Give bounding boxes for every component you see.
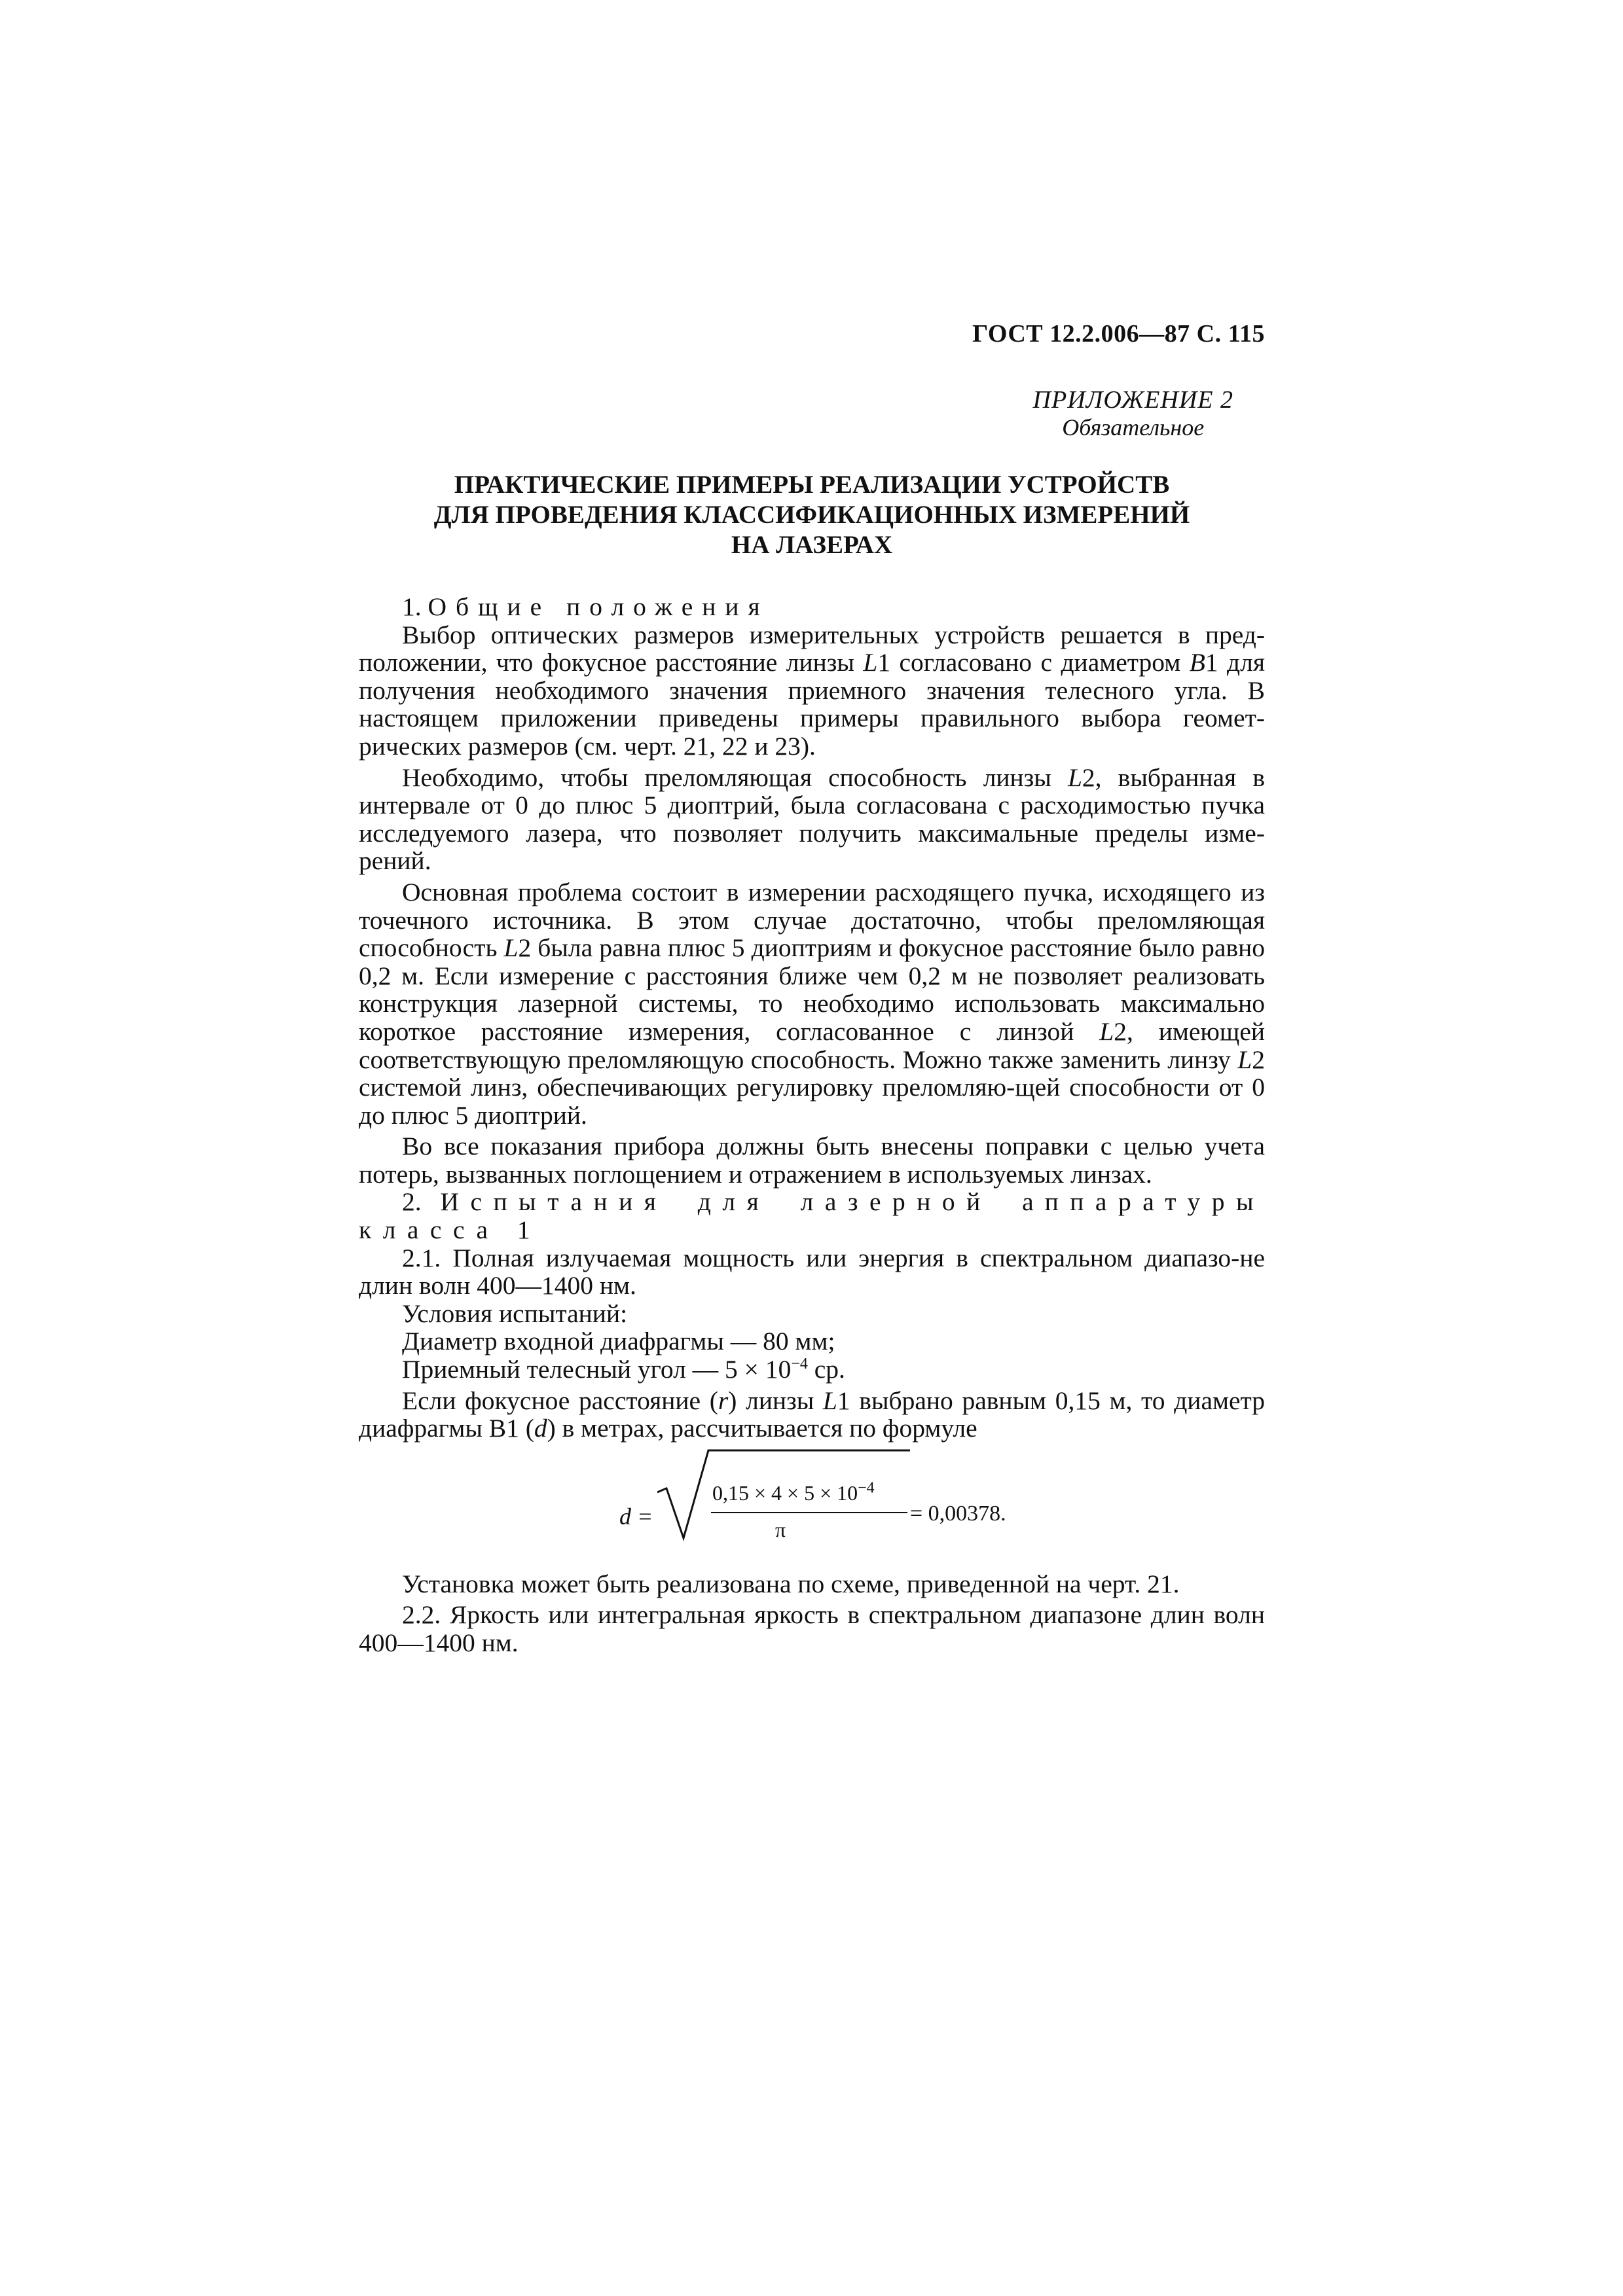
cond2-text-b: ср. [807, 1355, 845, 1384]
formula-denominator: π [775, 1517, 786, 1541]
p1-symbol-l: L [863, 648, 878, 677]
title-line-1: ПРАКТИЧЕСКИЕ ПРИМЕРЫ РЕАЛИЗАЦИИ УСТРОЙСТВ [454, 471, 1170, 499]
p3-symbol-l-3: L [1237, 1045, 1252, 1074]
cond2-exponent: −4 [791, 1355, 808, 1372]
p2-symbol-l: L [1067, 762, 1082, 792]
appendix-status: Обязательное [1062, 414, 1205, 440]
section-2-number: 2. [402, 1187, 422, 1217]
section-2-heading [359, 1188, 1265, 1244]
condition-diameter: Диаметр входной диафрагмы — 80 мм; [402, 1327, 835, 1356]
pf-text-c: выбрано равным 0,15 м, то диаметр диафрагмы B1 ( [359, 1386, 1266, 1443]
p3-symbol-l: L [503, 933, 519, 963]
pf-text-b: ) линзы [728, 1386, 823, 1415]
formula-block [359, 1443, 1265, 1567]
paragraph-1 [359, 621, 1265, 761]
section-1-number: 1. [402, 592, 422, 621]
pf-symbol-d: d [534, 1414, 547, 1443]
p2-text-a: Необходимо, чтобы преломляющая способность линзы [402, 762, 1068, 792]
conditions-heading: Условия испытаний: [402, 1299, 628, 1328]
paragraph-3 [359, 878, 1265, 1129]
p1-symbol-l-index: 1 [877, 648, 891, 677]
p1-text-a: Выбор оптических размеров измерительных устройств решается в пред-положении, что фокусное расстояние линзы [359, 620, 1265, 677]
pf-symbol-r: r [718, 1386, 729, 1415]
pf-symbol-l: L [822, 1386, 837, 1415]
p3-text-c: , имеющей соответствующую преломляющую способность. Можно также заменить линзу [359, 1016, 1265, 1074]
numerator-exponent: −4 [858, 1479, 875, 1497]
p3-symbol-l-3-index: 2 [1252, 1045, 1265, 1074]
numerator-text: 0,15 × 4 × 5 × 10 [712, 1480, 858, 1505]
paragraph-4: Во все показания прибора должны быть внесены поправки с целью учета потерь, вызванных поглощением и отражением в используемых линзах. [359, 1132, 1265, 1189]
pf-text-a: Если фокусное расстояние ( [402, 1386, 718, 1415]
pf-text-e: ) в метрах, рассчитывается по формуле [547, 1414, 977, 1443]
paragraph-2-1: 2.1. Полная излучаемая мощность или энергия в спектральном диапазо-не длин волн 400—1400 нм. [359, 1243, 1265, 1300]
title-line-2: ДЛЯ ПРОВЕДЕНИЯ КЛАССИФИКАЦИОННЫХ ИЗМЕРЕНИЙ [433, 501, 1190, 529]
formula-numerator [712, 1479, 875, 1507]
appendix-number: ПРИЛОЖЕНИЕ 2 [1032, 386, 1233, 414]
paragraph-setup: Установка может быть реализована по схеме, приведенной на черт. 21. [402, 1569, 1180, 1598]
paragraph-formula-intro [359, 1387, 1265, 1443]
section-1-heading [359, 593, 1265, 621]
p3-text-d: системой линз, обеспечивающих регулировку преломляю-щей способности от 0 до плюс 5 диоптрий. [359, 1073, 1265, 1130]
p3-symbol-l-index: 2 [518, 933, 532, 963]
paragraph-2-2: 2.2. Яркость или интегральная яркость в спектральном диапазоне длин волн 400—1400 нм. [359, 1600, 1265, 1657]
cond2-text-a: Приемный телесный угол — 5 × 10 [402, 1355, 792, 1384]
condition-solid-angle [359, 1355, 1265, 1384]
formula-result: = 0,00378. [910, 1501, 1006, 1526]
title-line-3: НА ЛАЗЕРАХ [731, 531, 893, 559]
pf-symbol-l-index: 1 [837, 1386, 850, 1415]
section-2-title: Испытания для лазерной аппаратуры класса 1 [359, 1187, 1266, 1245]
section-1-title: Общие положения [428, 592, 769, 621]
formula-lhs: d = [619, 1503, 653, 1530]
p2-symbol-l-index: 2 [1082, 762, 1095, 792]
body-text [359, 593, 1265, 1657]
p2-text-b: , выбранная в интервале от 0 до плюс 5 диоптрий, была согласована с расходимостью пучка исследуемого лазера, что позволяет получить максимальные пределы изме-рений. [359, 762, 1265, 876]
p3-symbol-l-2-index: 2 [1114, 1016, 1127, 1046]
p1-symbol-b-index: 1 [1205, 648, 1218, 677]
p1-text-c: для получения необходимого значения приемного значения телесного угла. В настоящем приложении приведены примеры правильного выбора геомет-рических размеров (см. черт. 21, 22 и 23). [359, 648, 1265, 761]
fraction-bar [711, 1512, 907, 1513]
p3-symbol-l-2: L [1099, 1016, 1114, 1046]
page-header: ГОСТ 12.2.006—87 С. 115 [972, 320, 1265, 348]
p1-symbol-b: B [1189, 648, 1205, 677]
p3-text-a: Основная проблема состоит в измерении расходящего пучка, исходящего из точечного источника. В этом случае достаточно, чтобы преломляющая способность [359, 877, 1265, 963]
p1-text-b: согласовано с диаметром [890, 648, 1190, 677]
appendix-label [1033, 386, 1233, 441]
p3-text-b: была равна плюс 5 диоптриям и фокусное расстояние было равно 0,2 м. Если измерение с расстояния ближе чем 0,2 м не позволяет реализовать конструкция лазерной системы, то необходимо использовать максимально короткое расстояние измерения, согласованное с линзой [359, 933, 1266, 1046]
paragraph-2 [359, 764, 1265, 875]
document-title [359, 470, 1265, 560]
